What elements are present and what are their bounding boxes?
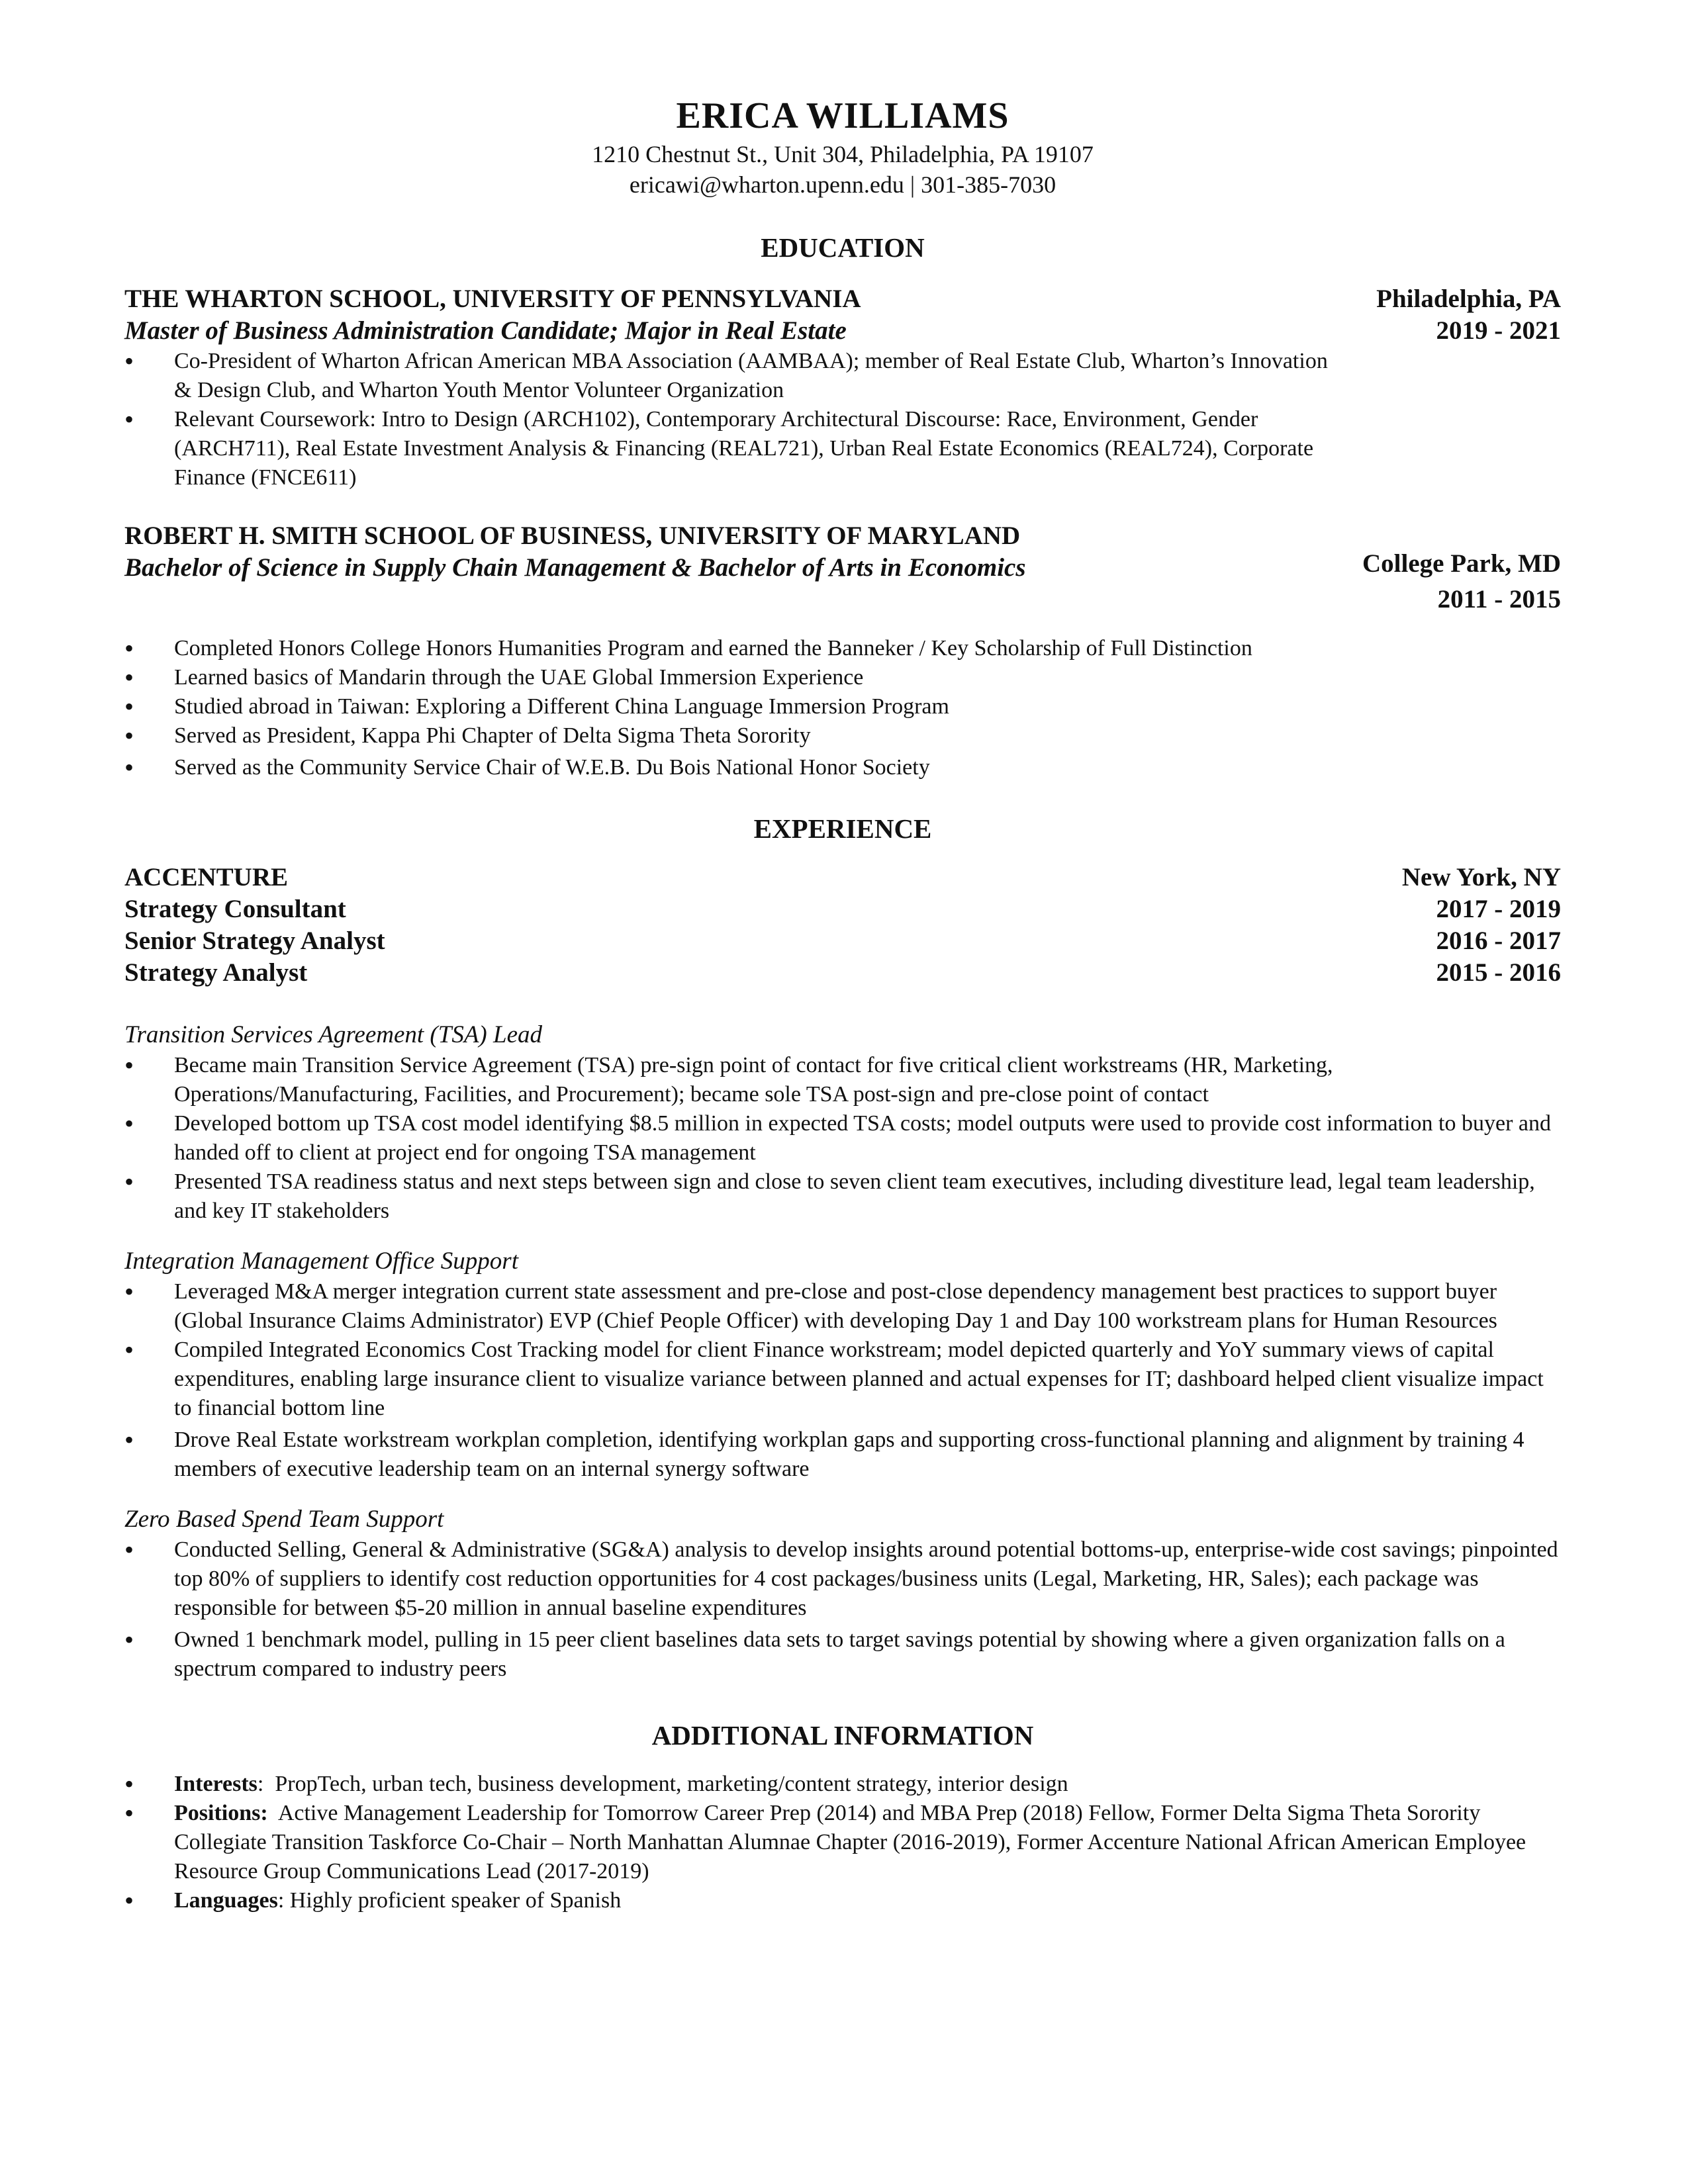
project-title: Transition Services Agreement (TSA) Lead (124, 1021, 542, 1048)
list-item: • Presented TSA readiness status and next steps between sign and close to seven client team executives, including divestiture lead, legal team leadership, and key IT stakeholders (124, 1167, 1561, 1226)
list-item: • Co-President of Wharton African American MBA Association (AAMBAA); member of Real Estate Club, Wharton’s Innovation & Design Club, and Wharton Youth Mentor Volunteer Organization (124, 347, 1329, 405)
education-entry-maryland (124, 520, 1561, 782)
list-item: • Studied abroad in Taiwan: Exploring a Different China Language Immersion Program (124, 692, 1561, 721)
item-separator: : (257, 1772, 275, 1796)
role-dates: 2016 - 2017 (1436, 927, 1561, 955)
school-name: THE WHARTON SCHOOL, UNIVERSITY OF PENNSYLVANIA (124, 285, 861, 313)
list-item: • Served as the Community Service Chair of W.E.B. Du Bois National Honor Society (124, 753, 1561, 782)
additional-info-heading: ADDITIONAL INFORMATION (651, 1720, 1034, 1751)
degree-title: Bachelor of Science in Supply Chain Management & Bachelor of Arts in Economics (124, 553, 1026, 582)
company-location: New York, NY (1401, 863, 1561, 891)
school-name: ROBERT H. SMITH SCHOOL OF BUSINESS, UNIVERSITY OF MARYLAND (124, 522, 1021, 550)
item-text: PropTech, urban tech, business development, marketing/content strategy, interior design (275, 1772, 1068, 1796)
item-separator: : (277, 1888, 290, 1913)
list-item: • Compiled Integrated Economics Cost Tracking model for client Finance workstream; model depicted quarterly and YoY summary views of capital expenditures, enabling large insurance client to visualize variance between planned and actual expenses for IT; dashboard helped client visualize impact to financial bottom line (124, 1336, 1561, 1423)
role-dates: 2017 - 2019 (1436, 895, 1561, 923)
degree-title: Master of Business Administration Candidate; Major in Real Estate (124, 316, 847, 345)
list-item: • Became main Transition Service Agreement (TSA) pre-sign point of contact for five critical client workstreams (HR, Marketing, Operations/Manufacturing, Facilities, and Procurement); became sole TSA post-sign and pre-close point of contact (124, 1051, 1561, 1109)
degree-dates: 2011 - 2015 (1437, 585, 1561, 614)
project-block (124, 1019, 1561, 1226)
experience-heading: EXPERIENCE (753, 813, 932, 844)
item-label: Interests (174, 1772, 258, 1796)
resume-header (124, 93, 1561, 200)
list-item: • Leveraged M&A merger integration current state assessment and pre-close and post-close dependency management best practices to support buyer (Global Insurance Claims Administrator) EVP (Chief People Officer) with developing Day 1 and Day 100 workstream plans for Human Resources (124, 1277, 1561, 1336)
item-label: Languages (174, 1888, 278, 1913)
experience-entry-accenture (124, 862, 1561, 1684)
item-label: Positions: (174, 1801, 268, 1825)
role-title: Senior Strategy Analyst (124, 927, 385, 955)
item-separator (268, 1801, 278, 1825)
list-item: • Relevant Coursework: Intro to Design (ARCH102), Contemporary Architectural Discourse: Race, Environment, Gender (ARCH711), Real Estate Investment Analysis & Financing (REAL721), Urban Real Estate Economics (REAL724), Corporate Finance (FNCE611) (124, 405, 1329, 492)
project-bullets (124, 1535, 1561, 1684)
list-item: • Served as President, Kappa Phi Chapter of Delta Sigma Theta Sorority (124, 721, 1561, 751)
degree-dates: 2019 - 2021 (1436, 316, 1561, 345)
school-location: Philadelphia, PA (1376, 285, 1561, 313)
list-item (124, 1799, 1561, 1886)
project-bullets (124, 1277, 1561, 1484)
list-item: • Conducted Selling, General & Administrative (SG&A) analysis to develop insights around potential bottoms-up, enterprise-wide cost savings; pinpointed top 80% of suppliers to identify cost reduction opportunities for 4 cost packages/business units (Legal, Marketing, HR, Sales); each package was responsible for between $5-20 million in annual baseline expenditures (124, 1535, 1561, 1623)
item-text: Active Management Leadership for Tomorrow Career Prep (2014) and MBA Prep (2018) Fellow, Former Delta Sigma Theta Sorority Collegiate Transition Taskforce Co-Chair – North Manhattan Alumnae Chapter (2016-2019), Former Accenture National African American Employee Resource Group Communications Lead (2017-2019) (174, 1801, 1526, 1884)
role-title: Strategy Consultant (124, 895, 346, 923)
role-dates: 2015 - 2016 (1436, 958, 1561, 987)
contact-line: ericawi@wharton.upenn.edu | 301-385-7030 (629, 171, 1056, 198)
list-item (124, 1770, 1561, 1799)
project-title: Zero Based Spend Team Support (124, 1506, 444, 1533)
project-block (124, 1246, 1561, 1484)
education-entry-wharton (124, 283, 1561, 492)
project-title: Integration Management Office Support (124, 1248, 518, 1275)
role-title: Strategy Analyst (124, 958, 308, 987)
project-bullets (124, 1051, 1561, 1226)
school-location: College Park, MD (1362, 549, 1561, 578)
list-item: • Developed bottom up TSA cost model identifying $8.5 million in expected TSA costs; model outputs were used to provide cost information to buyer and handed off to client at project end for ongoing TSA management (124, 1109, 1561, 1167)
education-bullets (124, 347, 1329, 492)
education-bullets (124, 634, 1561, 782)
candidate-name: ERICA WILLIAMS (676, 95, 1009, 136)
list-item (124, 1886, 1561, 1915)
list-item: • Learned basics of Mandarin through the UAE Global Immersion Experience (124, 663, 1561, 692)
additional-info-list (124, 1770, 1561, 1915)
education-heading: EDUCATION (761, 232, 925, 263)
company-name: ACCENTURE (124, 863, 289, 891)
address-line: 1210 Chestnut St., Unit 304, Philadelphia, PA 19107 (592, 141, 1094, 167)
list-item: • Completed Honors College Honors Humanities Program and earned the Banneker / Key Scholarship of Full Distinction (124, 634, 1561, 663)
item-text: Highly proficient speaker of Spanish (289, 1888, 622, 1913)
project-block (124, 1504, 1561, 1684)
list-item: • Owned 1 benchmark model, pulling in 15 peer client baselines data sets to target savings potential by showing where a given organization falls on a spectrum compared to industry peers (124, 1625, 1561, 1684)
list-item: • Drove Real Estate workstream workplan completion, identifying workplan gaps and supporting cross-functional planning and alignment by training 4 members of executive leadership team on an internal synergy software (124, 1426, 1561, 1484)
resume-page (124, 93, 1561, 1915)
